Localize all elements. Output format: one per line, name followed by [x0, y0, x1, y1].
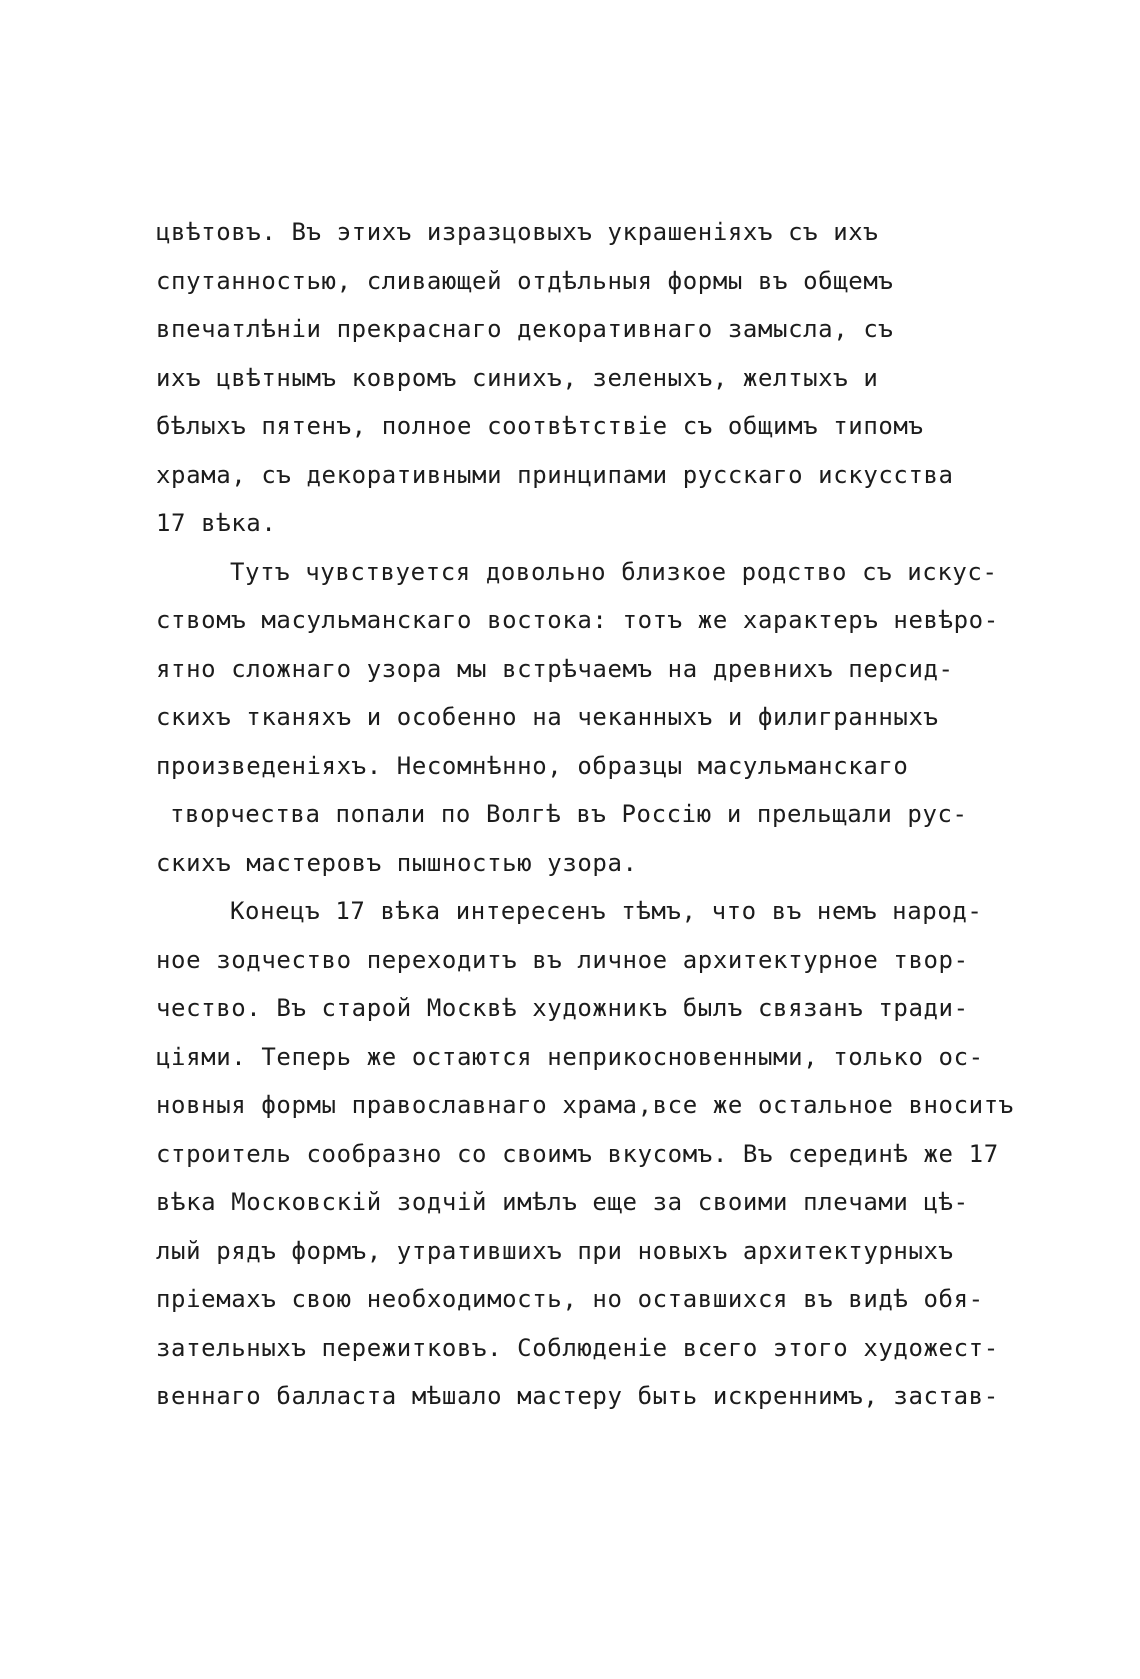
text-line: бѣлыхъ пятенъ, полное соотвѣтствіе съ общимъ типомъ: [156, 412, 924, 440]
text-line: скихъ мастеровъ пышностью узора.: [156, 848, 638, 877]
text-line: ное зодчество переходитъ въ личное архитектурное твор-: [156, 945, 969, 974]
paragraph-first-line: Конецъ 17 вѣка интересенъ тѣмъ, что въ немъ народ-: [230, 897, 983, 925]
text-line: ствомъ масульманскаго востока: тотъ же характеръ невѣро-: [156, 606, 999, 634]
text-line: творчества попали по Волгѣ въ Россію и прельщали рус-: [170, 800, 968, 828]
text-line: ціями. Теперь же остаются неприкосновенными, только ос-: [156, 1042, 984, 1071]
text-line: цвѣтовъ. Въ этихъ изразцовыхъ украшеніяхъ съ ихъ: [156, 218, 879, 246]
text-line: лый рядъ формъ, утратившихъ при новыхъ архитектурныхъ: [156, 1236, 954, 1265]
text-line: веннаго балласта мѣшало мастеру быть искреннимъ, застав-: [156, 1382, 999, 1410]
text-line: новныя формы православнаго храма,все же остальное вноситъ: [156, 1091, 1014, 1119]
text-line: спутанностью, сливающей отдѣльныя формы въ общемъ: [156, 266, 894, 295]
text-line: 17 вѣка.: [156, 509, 277, 537]
page-body-text: [156, 208, 1056, 1421]
text-line: ятно сложнаго узора мы встрѣчаемъ на древнихъ персид-: [156, 654, 954, 683]
text-line: зательныхъ пережитковъ. Соблюденіе всего этого художест-: [156, 1333, 999, 1362]
text-line: пріемахъ свою необходимость, но оставшихся въ видѣ обя-: [156, 1285, 984, 1313]
text-line: ихъ цвѣтнымъ ковромъ синихъ, зеленыхъ, желтыхъ и: [156, 363, 879, 392]
text-line: вѣка Московскій зодчій имѣлъ еще за своими плечами цѣ-: [156, 1188, 969, 1216]
paragraph-first-line: Тутъ чувствуется довольно близкое родство съ искус-: [230, 557, 998, 586]
text-line: строитель сообразно со своимъ вкусомъ. Въ серединѣ же 17: [156, 1139, 999, 1168]
text-line: храма, съ декоративными принципами русскаго искусства: [156, 460, 954, 489]
text-line: впечатлѣніи прекраснаго декоративнаго замысла, съ: [156, 315, 894, 343]
text-line: скихъ тканяхъ и особенно на чеканныхъ и филигранныхъ: [156, 703, 939, 731]
text-line: чество. Въ старой Москвѣ художникъ былъ связанъ тради-: [156, 994, 969, 1022]
text-line: произведеніяхъ. Несомнѣнно, образцы масульманскаго: [156, 751, 909, 780]
